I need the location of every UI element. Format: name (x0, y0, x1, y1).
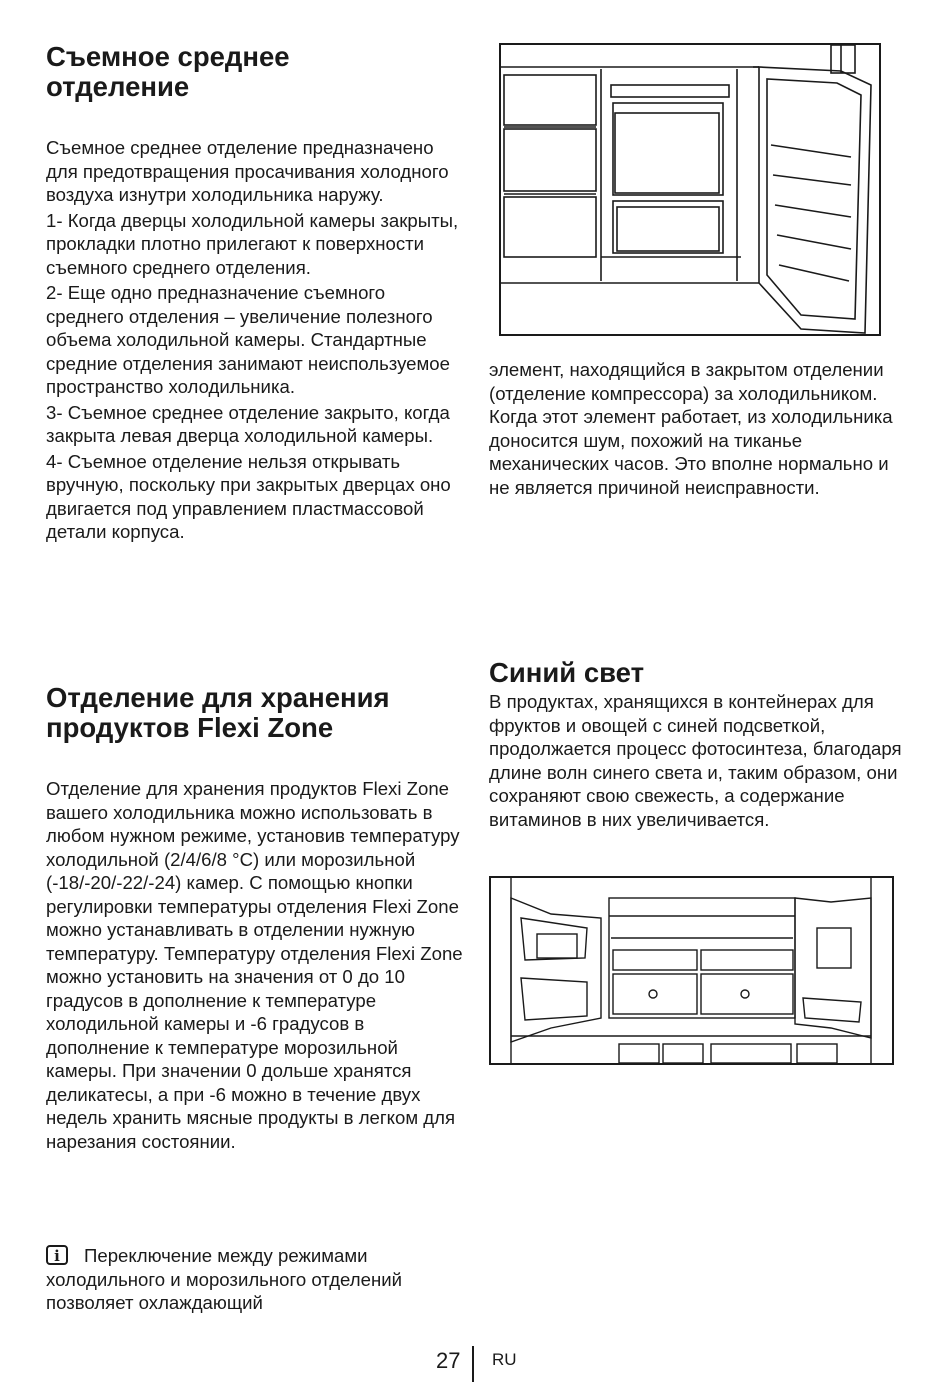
note-text: Переключение между режимами холодильного и морозильного отделений позволяет охлаждающий (46, 1245, 402, 1313)
language-code: RU (492, 1350, 517, 1369)
title-line-1: Отделение для хранения (46, 682, 390, 713)
paragraph: 3- Съемное среднее отделение закрыто, когда закрыта левая дверца холодильной камеры. (46, 401, 450, 446)
section-title-blue-light: Синий свет (489, 657, 645, 688)
section-flexi-zone (46, 683, 466, 1153)
title-line-2: продуктов Flexi Zone (46, 712, 334, 743)
illustration-fridge-open-door (499, 43, 881, 336)
fridge-front-drawing (491, 878, 892, 1063)
paragraph: элемент, находящийся в закрытом отделении (отделение компрессора) за холодильником. Когда этот элемент работает, из холодильника доносится шум, похожий на тиканье механических часов. Это вполне нормально и не является причиной неисправности. (489, 359, 893, 498)
fridge-open-drawing (501, 45, 879, 334)
paragraph: 2- Еще одно предназначение съемного среднего отделения – увеличение полезного объема холодильной камеры. Стандартные средние отделения занимают неиспользуемое пространство холодильника. (46, 282, 450, 397)
paragraph: 4- Съемное отделение нельзя открывать вручную, поскольку при закрытых дверцах оно двигается под управлением пластмассовой детали корпуса. (46, 450, 451, 542)
title-line-2: отделение (46, 71, 190, 102)
page-number: 27 (436, 1348, 461, 1373)
section-blue-light (489, 658, 909, 831)
info-icon (46, 1245, 68, 1265)
paragraph: 1- Когда дверцы холодильной камеры закрыты, прокладки плотно прилегают к поверхности съемного среднего отделения. (46, 209, 459, 278)
illustration-fridge-front (489, 876, 894, 1065)
section-title-flexi (46, 683, 466, 743)
paragraph: Отделение для хранения продуктов Flexi Zone вашего холодильника можно использовать в любом нужном режиме, установив температуру холодильной (2/4/6/8 °C) или морозильной (-18/-20/-22/-24) камер. С помощью кнопки регулировки температуры отделения Flexi Zone можно устанавливать в отделении нужную температуру. Температуру отделения Flexi Zone можно установить на значения от 0 до 10 градусов в дополнение к температуре холодильной камеры и -6 градусов в дополнение к температуре морозильной камеры. При значении 0 дольше хранятся деликатесы, а при -6 можно в течение двух недель хранить мясные продукты в легком для нарезания состоянии. (46, 778, 463, 1152)
continued-paragraph (489, 358, 909, 499)
page-footer (0, 1346, 950, 1386)
footer-divider (472, 1346, 474, 1382)
paragraph: Съемное среднее отделение предназначено для предотвращения просачивания холодного воздуха изнутри холодильника наружу. (46, 137, 449, 205)
paragraph: В продуктах, хранящихся в контейнерах для фруктов и овощей с синей подсветкой, продолжается процесс фотосинтеза, благодаря длине волн синего света и, таким образом, они сохраняют свою свежесть, а содержание витаминов в них увеличивается. (489, 691, 902, 830)
section-removable-divider (46, 42, 466, 544)
title-line-1: Съемное среднее (46, 41, 290, 72)
note-paragraph (46, 1244, 466, 1315)
info-note (46, 1244, 466, 1315)
section-title-removable (46, 42, 466, 102)
